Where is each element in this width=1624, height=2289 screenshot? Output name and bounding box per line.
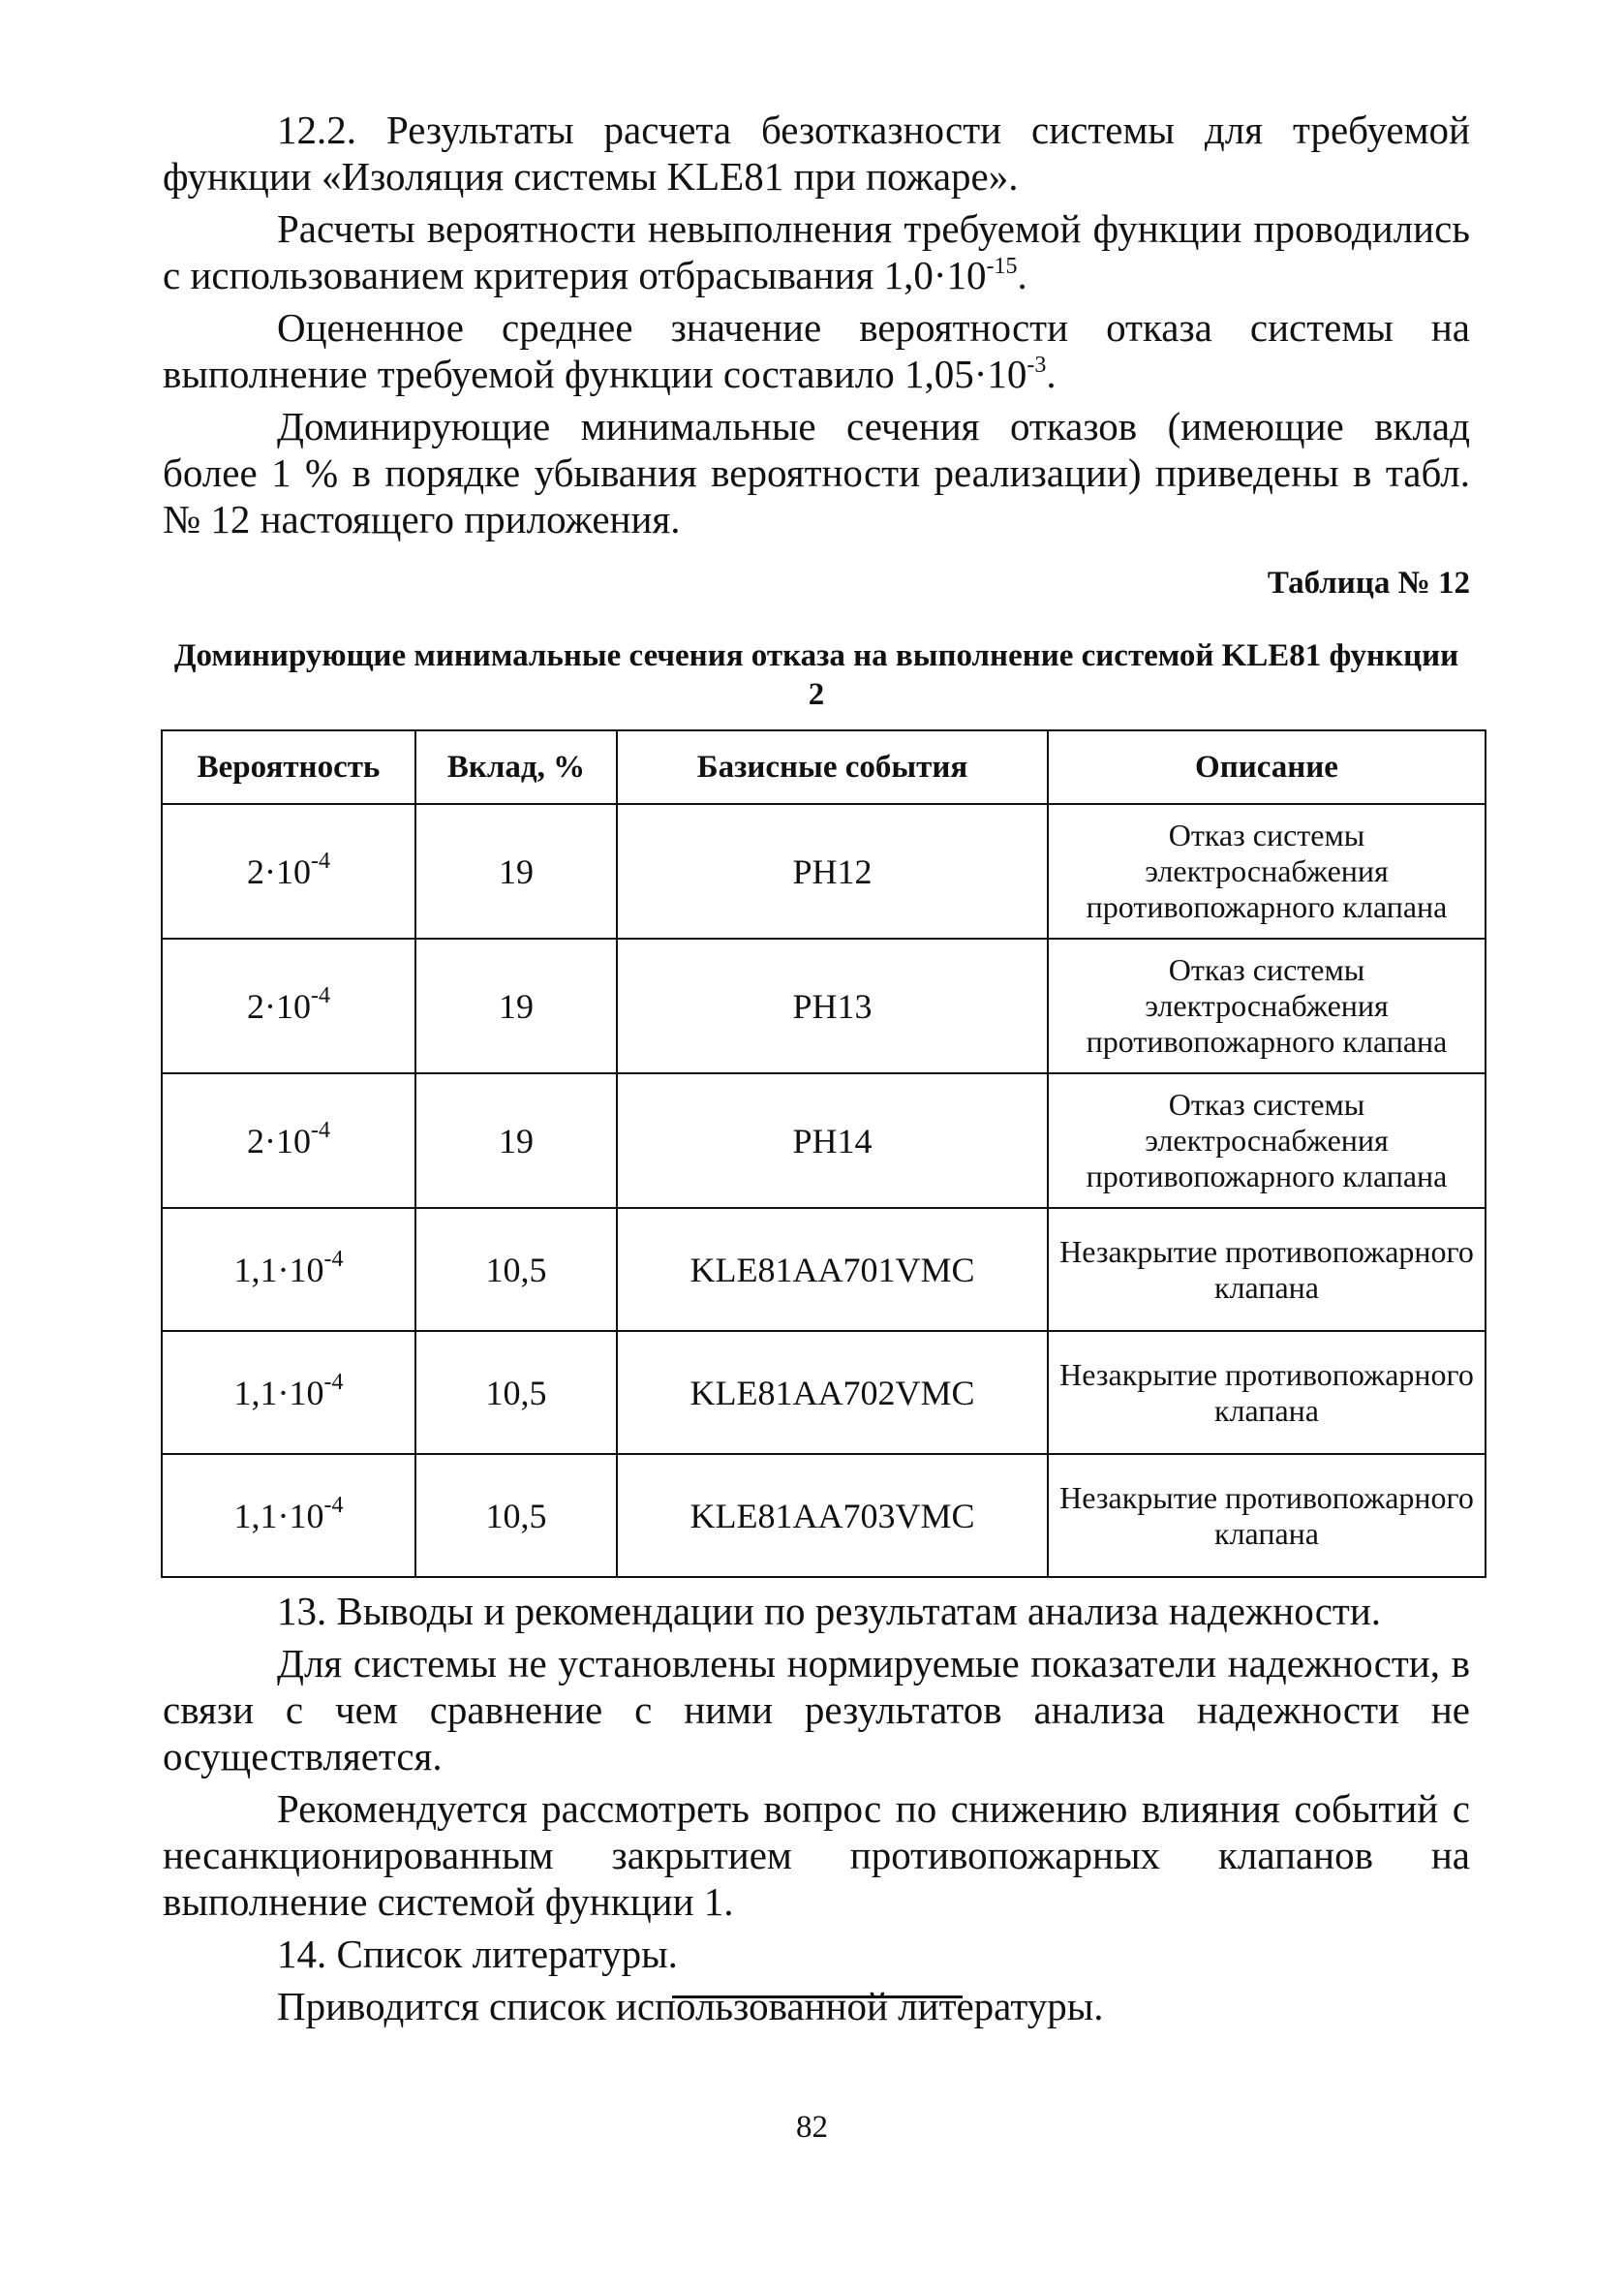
cell-description: Отказ системы электроснабжения противопожарного клапана [1048, 1073, 1486, 1208]
header-contribution: Вклад, % [415, 730, 617, 804]
cell-probability: $2\cdot 10^{-4}$ [162, 1073, 415, 1208]
end-divider [672, 1995, 963, 1998]
cell-event: KLE81AA703VMC [617, 1454, 1048, 1577]
table-title: Доминирующие минимальные сечения отказа на выполнение системой KLE81 функции 2 [173, 638, 1459, 712]
failure-sections-table [161, 729, 1486, 1578]
section-13-paragraph-1: Для системы не установлены нормируемые показатели надежности, в связи с чем сравнение с ними результатов анализа надежности не осуществляется. [163, 1641, 1470, 1779]
section-13-paragraph-2: Рекомендуется рассмотреть вопрос по снижению влияния событий с несанкционированным закрытием противопожарных клапанов на выполнение системой функции 1. [163, 1786, 1470, 1924]
cell-event: PH14 [617, 1073, 1048, 1208]
table-row [162, 1073, 1486, 1208]
document-page [163, 107, 1474, 2029]
section-12-2-paragraph-1: Расчеты вероятности невыполнения требуемой функции проводились с использованием критерия отбрасывания $1,0\cdot 10^{-15}$. [163, 206, 1470, 297]
section-12-2-paragraph-3: Доминирующие минимальные сечения отказов (имеющие вклад более 1 % в порядке убывания вероятности реализации) приведены в табл. № 12 настоящего приложения. [163, 404, 1470, 541]
cell-description: Отказ системы электроснабжения противопожарного клапана [1048, 939, 1486, 1073]
section-13-heading: 13. Выводы и рекомендации по результатам анализа надежности. [277, 1589, 1382, 1633]
cell-probability: $2\cdot 10^{-4}$ [162, 804, 415, 939]
page-number: 82 [796, 2110, 828, 2145]
cell-probability: $2\cdot 10^{-4}$ [162, 939, 415, 1073]
section-12-2-heading: 12.2. Результаты расчета безотказности системы для требуемой функции «Изоляция системы KLE81 при пожаре». [163, 108, 1470, 199]
table-row [162, 939, 1486, 1073]
table-row [162, 1331, 1486, 1454]
cell-contribution: 10,5 [415, 1331, 617, 1454]
cell-description: Незакрытие противопожарного клапана [1048, 1331, 1486, 1454]
table-row [162, 804, 1486, 939]
table-row [162, 1208, 1486, 1331]
cell-contribution: 10,5 [415, 1208, 617, 1331]
table-header-row [162, 730, 1486, 804]
table-row [162, 1454, 1486, 1577]
cell-probability: $1,1\cdot 10^{-4}$ [162, 1331, 415, 1454]
cell-event: KLE81AA702VMC [617, 1331, 1048, 1454]
cell-contribution: 19 [415, 804, 617, 939]
cell-description: Отказ системы электроснабжения противопожарного клапана [1048, 804, 1486, 939]
cell-event: KLE81AA701VMC [617, 1208, 1048, 1331]
cell-probability: $1,1\cdot 10^{-4}$ [162, 1454, 415, 1577]
cell-probability: $1,1\cdot 10^{-4}$ [162, 1208, 415, 1331]
cell-description: Незакрытие противопожарного клапана [1048, 1208, 1486, 1331]
section-14-paragraph-1: Приводится список использованной литературы. [277, 1984, 1104, 2028]
section-12-2-paragraph-2: Оцененное среднее значение вероятности отказа системы на выполнение требуемой функции составило $1,05\cdot 10^{-3}$. [163, 305, 1470, 396]
section-14-heading: 14. Список литературы. [277, 1932, 678, 1976]
header-description: Описание [1048, 730, 1486, 804]
header-probability: Вероятность [162, 730, 415, 804]
cell-event: PH12 [617, 804, 1048, 939]
header-basic-events: Базисные события [617, 730, 1048, 804]
cell-contribution: 19 [415, 939, 617, 1073]
cell-event: PH13 [617, 939, 1048, 1073]
cell-description: Незакрытие противопожарного клапана [1048, 1454, 1486, 1577]
cell-contribution: 10,5 [415, 1454, 617, 1577]
table-number: Таблица № 12 [1267, 566, 1470, 601]
cell-contribution: 19 [415, 1073, 617, 1208]
